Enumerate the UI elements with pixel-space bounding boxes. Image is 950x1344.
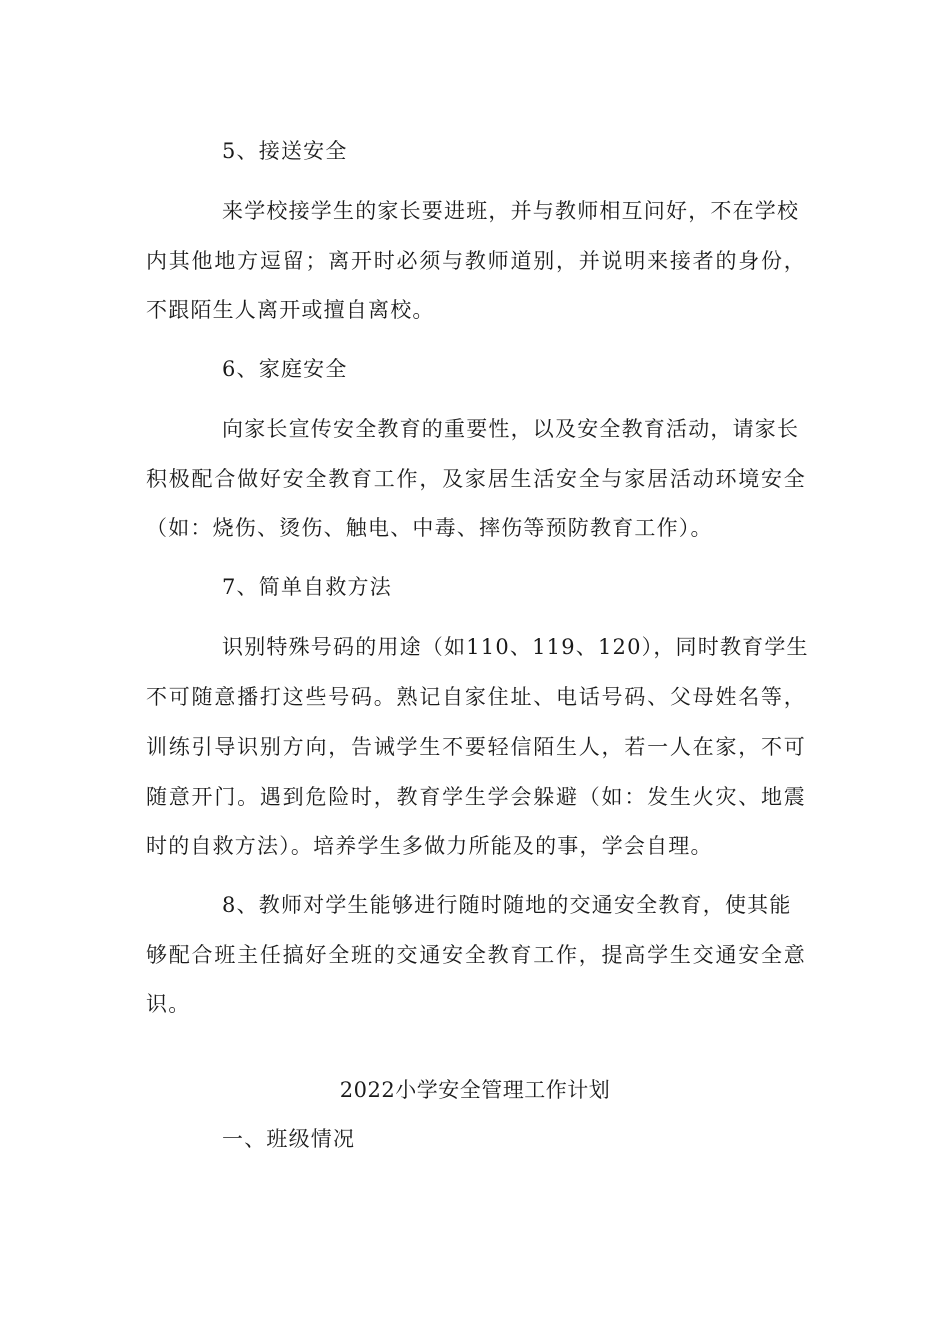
section-5-heading: 5、接送安全 bbox=[222, 139, 348, 163]
section-7-heading: 7、简单自救方法 bbox=[222, 575, 392, 599]
section-7-paragraph-line-5: 时的自救方法）。培养学生多做力所能及的事，学会自理。 bbox=[146, 834, 713, 858]
section-5-paragraph-line-3: 不跟陌生人离开或擅自离校。 bbox=[146, 298, 435, 322]
section-6-paragraph-line-3: （如：烧伤、烫伤、触电、中毒、摔伤等预防教育工作）。 bbox=[146, 516, 713, 540]
section-6-paragraph-line-1: 向家长宣传安全教育的重要性，以及安全教育活动，请家长 bbox=[222, 417, 800, 441]
section-8-paragraph-line-1: 8、教师对学生能够进行随时随地的交通安全教育，使其能 bbox=[222, 893, 792, 917]
plan-title: 2022小学安全管理工作计划 bbox=[339, 1078, 611, 1102]
section-7-paragraph-line-4: 随意开门。遇到危险时，教育学生学会躲避（如：发生火灾、地震 bbox=[146, 785, 806, 809]
plan-section-1-heading: 一、班级情况 bbox=[222, 1127, 356, 1151]
section-7-paragraph-line-1: 识别特殊号码的用途（如110、119、120），同时教育学生 bbox=[222, 635, 809, 659]
section-6-paragraph-line-2: 积极配合做好安全教育工作，及家居生活安全与家居活动环境安全 bbox=[146, 467, 806, 491]
section-8-paragraph-line-3: 识。 bbox=[146, 992, 191, 1016]
section-8-paragraph-line-2: 够配合班主任搞好全班的交通安全教育工作，提高学生交通安全意 bbox=[146, 943, 806, 967]
section-5-paragraph-line-1: 来学校接学生的家长要进班，并与教师相互问好，不在学校 bbox=[222, 199, 800, 223]
section-7-paragraph-line-2: 不可随意播打这些号码。熟记自家住址、电话号码、父母姓名等， bbox=[146, 685, 806, 709]
section-7-paragraph-line-3: 训练引导识别方向，告诫学生不要轻信陌生人，若一人在家，不可 bbox=[146, 735, 806, 759]
section-5-paragraph-line-2: 内其他地方逗留；离开时必须与教师道别，并说明来接者的身份， bbox=[146, 249, 806, 273]
section-6-heading: 6、家庭安全 bbox=[222, 357, 348, 381]
